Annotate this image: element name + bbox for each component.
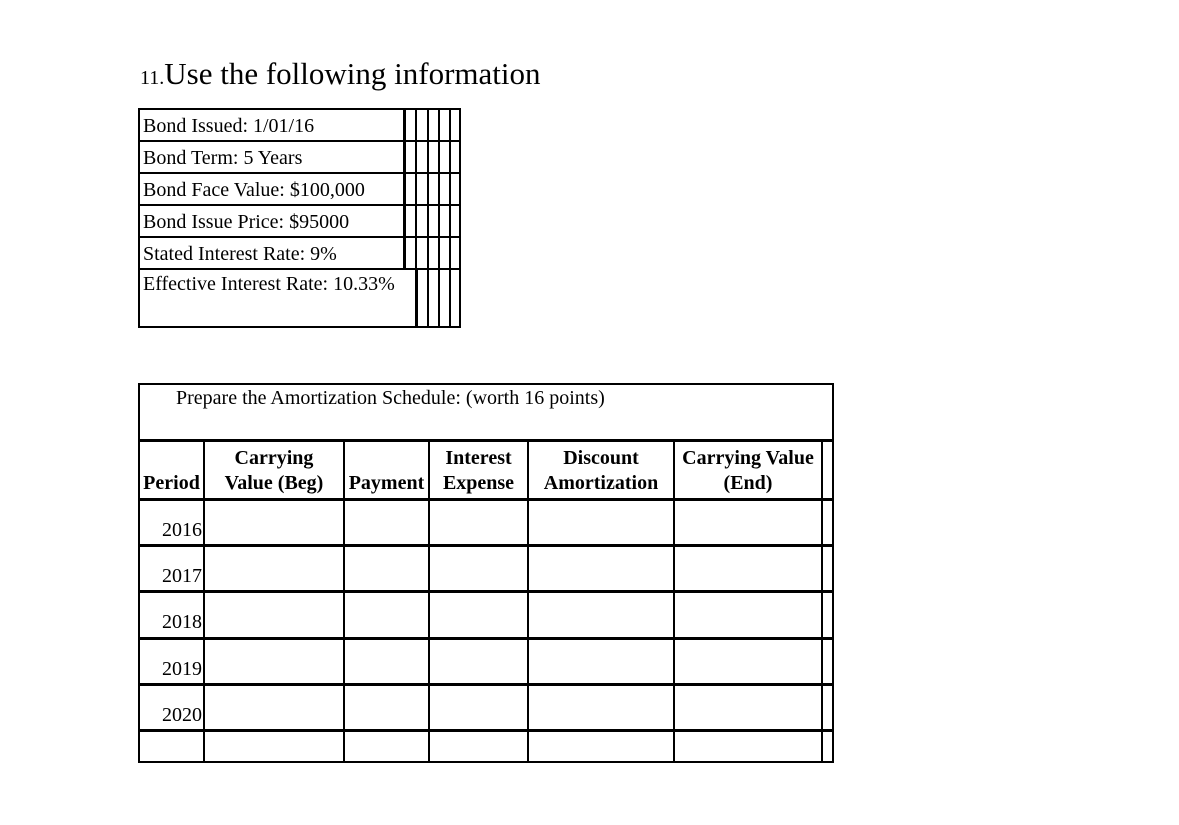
- bond-face-value-label: Bond Face Value: $100,000: [143, 179, 365, 201]
- header-period: Period: [143, 472, 200, 494]
- schedule-instruction: Prepare the Amortization Schedule: (worth 16 points): [176, 387, 605, 409]
- header-payment: Payment: [348, 472, 425, 494]
- period-2018: 2018: [162, 611, 202, 633]
- header-interest-expense: Interest Expense: [442, 447, 515, 494]
- period-2017: 2017: [162, 565, 202, 587]
- bond-term-label: Bond Term: 5 Years: [143, 147, 303, 169]
- bond-issued-label: Bond Issued: 1/01/16: [143, 115, 315, 137]
- amortization-schedule-table: [138, 383, 834, 763]
- header-carrying-value-end: Carrying Value (End): [682, 447, 814, 494]
- header-discount-amortization: Discount Amortization: [543, 447, 659, 494]
- stated-interest-rate-label: Stated Interest Rate: 9%: [143, 243, 337, 265]
- period-2019: 2019: [162, 658, 202, 680]
- question-number: 11.: [140, 67, 165, 89]
- header-carrying-value-beg: Carrying Value (Beg): [224, 447, 324, 494]
- question-title: Use the following information: [164, 56, 541, 91]
- bond-info-box: [138, 108, 461, 328]
- effective-interest-rate-label: Effective Interest Rate: 10.33%: [143, 273, 395, 295]
- bond-issue-price-label: Bond Issue Price: $95000: [143, 211, 350, 233]
- question-heading: [140, 56, 541, 92]
- period-2016: 2016: [162, 519, 202, 541]
- period-2020: 2020: [162, 704, 202, 726]
